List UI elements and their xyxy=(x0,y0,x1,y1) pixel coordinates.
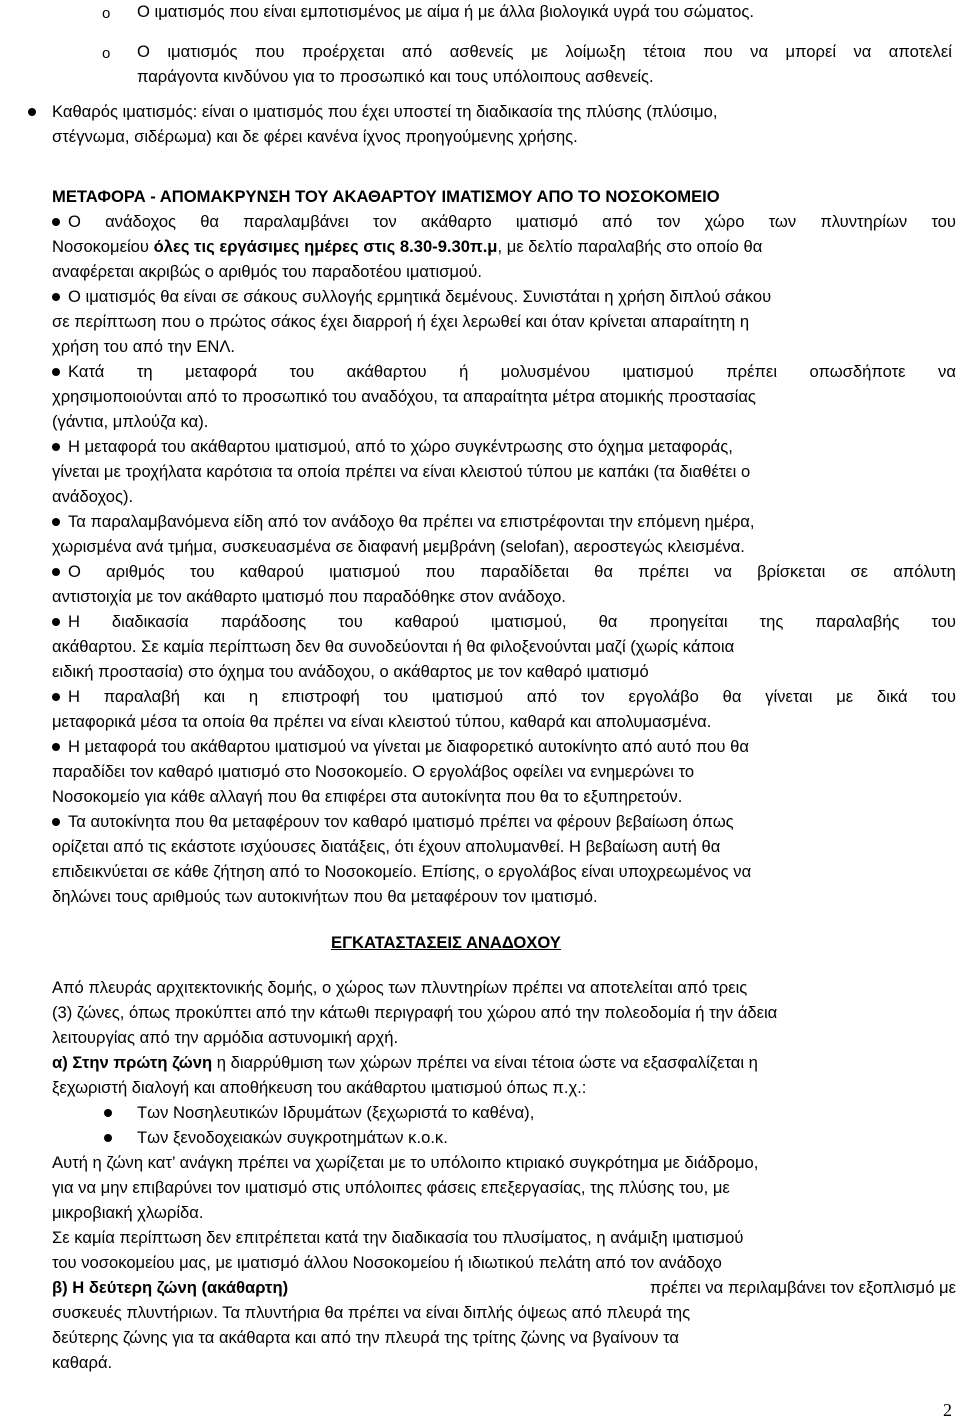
text-line: ειδική προστασία) στο όχημα του ανάδοχου, ο ακάθαρτος με τον καθαρό ιματισμό xyxy=(52,662,649,681)
working-hours: όλες τις εργάσιμες ημέρες στις 8.30-9.30π.μ xyxy=(153,237,498,256)
text-line: β) Η δεύτερη ζώνη (ακάθαρτη) πρέπει να περιλαμβάνει τον εξοπλισμό με xyxy=(52,1278,956,1297)
text-line: συσκευές πλυντήριων. Τα πλυντήρια θα πρέπει να είναι διπλής όψεως από πλευρά της xyxy=(52,1303,691,1322)
text-line: ακάθαρτου. Σε καμία περίπτωση δεν θα συνοδεύονται ή θα φιλοξενούνται μαζί (χωρίς κάποια xyxy=(52,637,735,656)
section-heading: ΜΕΤΑΦΟΡΑ - ΑΠΟΜΑΚΡΥΝΣΗ ΤΟΥ ΑΚΑΘΑΡΤΟΥ ΙΜΑΤΙΣΜΟΥ ΑΠΟ ΤΟ ΝΟΣΟΚΟΜΕΙΟ xyxy=(52,187,720,206)
zone-a-label: α) Στην πρώτη ζώνη xyxy=(52,1053,213,1072)
text-line: ανάδοχος). xyxy=(52,487,134,506)
text-line: μικροβιακή χλωρίδα. xyxy=(52,1203,204,1222)
text-line: λειτουργίας από την αρμόδια αστυνομική αρχή. xyxy=(52,1028,399,1047)
text-line: σε περίπτωση που ο πρώτος σάκος έχει διαρροή ή έχει λερωθεί και όταν κρίνεται απαραίτητη η xyxy=(52,312,750,331)
text-line: Ο ιματισμός που προέρχεται από ασθενείς με λοίμωξη τέτοια που να μπορεί να αποτελεί xyxy=(137,42,952,61)
text-line: καθαρά. xyxy=(52,1353,113,1372)
text-line: Η μεταφορά του ακάθαρτου ιματισμού να γίνεται με διαφορετικό αυτοκίνητο από αυτό που θα xyxy=(68,737,749,756)
text-line: Τα αυτοκίνητα που θα μεταφέρουν τον καθαρό ιματισμό πρέπει να φέρουν βεβαίωση όπως xyxy=(68,812,734,831)
bullet-icon xyxy=(104,1134,112,1142)
bullet-icon xyxy=(52,693,60,701)
bullet-icon xyxy=(28,108,36,116)
text-line: του νοσοκομείου μας, με ιματισμό άλλου Νοσοκομείου ή ιδιωτικού πελάτη από τον ανάδοχο xyxy=(52,1253,722,1272)
text-line: Η παραλαβή και η επιστροφή του ιματισμού από τον εργολάβο θα γίνεται με δικά του xyxy=(68,687,956,706)
text-line: αντιστοιχία με τον ακάθαρτο ιματισμό που παραδόθηκε στον ανάδοχο. xyxy=(52,587,566,606)
bullet-icon xyxy=(52,818,60,826)
text-line: Ο αριθμός του καθαρού ιματισμού που παραδίδεται θα πρέπει να βρίσκεται σε απόλυτη xyxy=(68,562,956,581)
text-line: για να μην επιβαρύνει τον ιματισμό στις υπόλοιπες φάσεις επεξεργασίας, της πλύσης του, με xyxy=(52,1178,730,1197)
text-line: Αυτή η ζώνη κατ’ ανάγκη πρέπει να χωρίζεται με το υπόλοιπο κτιριακό συγκρότημα με διάδρομο, xyxy=(52,1153,759,1172)
text-line: ξεχωριστή διαλογή και αποθήκευση του ακάθαρτου ιματισμού όπως π.χ.: xyxy=(52,1078,587,1097)
text-line: χρήση του από την ΕΝΛ. xyxy=(52,337,236,356)
bullet-icon xyxy=(104,1109,112,1117)
circle-bullet-icon: o xyxy=(102,5,111,22)
text-line: αναφέρεται ακριβώς ο αριθμός του παραδοτέου ιματισμού. xyxy=(52,262,482,281)
clean-linen-definition: Καθαρός ιματισμός: είναι ο ιματισμός που έχει υποστεί τη διαδικασία της πλύσης (πλύσιμο, xyxy=(52,102,718,121)
text-line: παραδίδει τον καθαρό ιματισμό στο Νοσοκομείο. Ο εργολάβος οφείλει να ενημερώνει το xyxy=(52,762,695,781)
list-item: Των Νοσηλευτικών Ιδρυμάτων (ξεχωριστά το καθένα), xyxy=(137,1103,535,1122)
text-line: (3) ζώνες, όπως προκύπτει από την κάτωθι περιγραφή του χώρου από την πολεοδομία ή την άδεια xyxy=(52,1003,778,1022)
text-line: α) Στην πρώτη ζώνη η διαρρύθμιση των χώρων πρέπει να είναι τέτοια ώστε να εξασφαλίζεται η xyxy=(52,1053,758,1072)
text-line: επιδεικνύεται σε κάθε ζήτηση από το Νοσοκομείο. Επίσης, ο εργολάβος είναι υποχρεωμένος να xyxy=(52,862,752,881)
text-line: Ο ιματισμός που είναι εμποτισμένος με αίμα ή με άλλα βιολογικά υγρά του σώματος. xyxy=(137,2,754,21)
text-line: (γάντια, μπλούζα κα). xyxy=(52,412,209,431)
text-line: Νοσοκομείου όλες τις εργάσιμες ημέρες στις 8.30-9.30π.μ, με δελτίο παραλαβής στο οποίο θα xyxy=(52,237,763,256)
zone-b-label: β) Η δεύτερη ζώνη (ακάθαρτη) xyxy=(52,1278,289,1297)
text-line: Από πλευράς αρχιτεκτονικής δομής, ο χώρος των πλυντηρίων πρέπει να αποτελείται από τρεις xyxy=(52,978,748,997)
list-item: Των ξενοδοχειακών συγκροτημάτων κ.ο.κ. xyxy=(137,1128,448,1147)
bullet-icon xyxy=(52,443,60,451)
text-line: Ο ιματισμός θα είναι σε σάκους συλλογής ερμητικά δεμένους. Συνιστάται η χρήση διπλού σάκου xyxy=(68,287,772,306)
bullet-icon xyxy=(52,518,60,526)
text-line: μεταφορικά μέσα τα οποία θα πρέπει να είναι κλειστού τύπου, καθαρά και απολυμασμένα. xyxy=(52,712,712,731)
text-line: Σε καμία περίπτωση δεν επιτρέπεται κατά την διαδικασία του πλυσίματος, η ανάμιξη ιματισμού xyxy=(52,1228,744,1247)
text-line: δηλώνει τους αριθμούς των αυτοκινήτων που θα μεταφέρουν τον ιματισμό. xyxy=(52,887,598,906)
text-line: Κατά τη μεταφορά του ακάθαρτου ή μολυσμένου ιματισμού πρέπει οπωσδήποτε να xyxy=(68,362,956,381)
bullet-icon xyxy=(52,293,60,301)
text-line: χωρισμένα ανά τμήμα, συσκευασμένα σε διαφανή μεμβράνη (selofan), αεροστεγώς κλεισμένα. xyxy=(52,537,745,556)
section-heading: ΕΓΚΑΤΑΣΤΑΣΕΙΣ ΑΝΑΔΟΧΟΥ xyxy=(331,933,561,952)
page-number: 2 xyxy=(943,1400,952,1420)
text-line: Τα παραλαμβανόμενα είδη από τον ανάδοχο θα πρέπει να επιστρέφονται την επόμενη ημέρα, xyxy=(68,512,755,531)
bullet-icon xyxy=(52,618,60,626)
text-line: γίνεται με τροχήλατα καρότσια τα οποία πρέπει να είναι κλειστού τύπου με καπάκι (τα διαθέτει ο xyxy=(52,462,751,481)
text-line: δεύτερης ζώνης για τα ακάθαρτα και από την πλευρά της τρίτης ζώνης να βγαίνουν τα xyxy=(52,1328,679,1347)
bullet-icon xyxy=(52,568,60,576)
text-line: Η μεταφορά του ακάθαρτου ιματισμού, από το χώρο συγκέντρωσης στο όχημα μεταφοράς, xyxy=(68,437,733,456)
text-line: Η διαδικασία παράδοσης του καθαρού ιματισμού, θα προηγείται της παραλαβής του xyxy=(68,612,956,631)
text-line: παράγοντα κινδύνου για το προσωπικό και τους υπόλοιπους ασθενείς. xyxy=(137,67,654,86)
text-line: Ο ανάδοχος θα παραλαμβάνει τον ακάθαρτο ιματισμό από τον χώρο των πλυντηρίων του xyxy=(68,212,956,231)
text-line: ορίζεται από τις εκάστοτε ισχύουσες διατάξεις, ότι έχουν απολυμανθεί. Η βεβαίωση αυτή θα xyxy=(52,837,721,856)
circle-bullet-icon: o xyxy=(102,45,111,62)
text-line: χρησιμοποιούνται από το προσωπικό του αναδόχου, τα απαραίτητα μέτρα ατομικής προστασίας xyxy=(52,387,756,406)
text-line: Νοσοκομείο για κάθε αλλαγή που θα επιφέρει στα αυτοκίνητα που θα το εξυπηρετούν. xyxy=(52,787,683,806)
bullet-icon xyxy=(52,368,60,376)
bullet-icon xyxy=(52,218,60,226)
text-line: στέγνωμα, σιδέρωμα) και δε φέρει κανένα ίχνος προηγούμενης χρήσης. xyxy=(52,127,578,146)
bullet-icon xyxy=(52,743,60,751)
